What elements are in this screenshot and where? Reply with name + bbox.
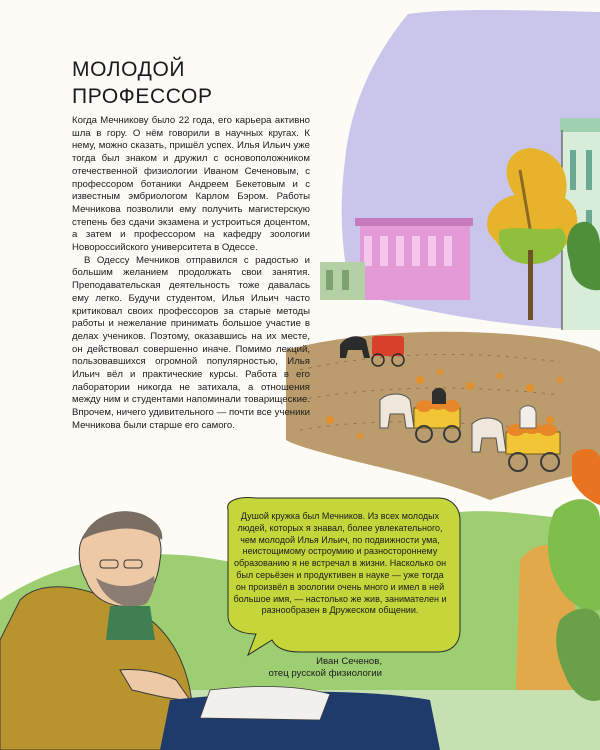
- title-line-1: МОЛОДОЙ: [72, 58, 186, 81]
- figure-edge: [572, 449, 600, 505]
- paragraph-2: В Одессу Мечников отправился с радостью и большим желанием продолжать свои занятия. Преподавательская деятельность тоже давалась ему легко. Будучи студентом, Илья Ильич часто критиковал своих профессоров за старые методы работы и нежелание принимать большое участие в делах учеников. Поэтому, оказавшись на их месте, он действовал совершенно иначе. Помимо лекций, пользовавшихся огромной популярностью, Илья Ильич вёл и практические курсы. Работа в его лаборатории никогда не затихала, а отношения между ним и студентами напоминали товарищеские. Впрочем, ничего удивительного — почти все ученики Мечникова были старше его самого.: [72, 254, 310, 431]
- sechenov-quote: Душой кружка был Мечников. Из всех молодых людей, которых я знавал, более увлекательного, чем молодой Илья Ильич, по подвижности ума, неистощимому остроумию и разностороннему образованию я не встречал в жизни. Насколько он был серьёзен и продуктивен в науке — уже тогда он произвёл в зоологии очень много и имел в ней большое имя, — настолько же жив, занимателен и разнообразен в Дружеском общении.: [233, 511, 447, 616]
- paragraph-1: Когда Мечникову было 22 года, его карьера активно шла в гору. О нём говорили в научных кругах. К нему, можно сказать, пришёл успех. Илья Ильич уже тогда был знаком и дружил с основоположником отечественной физиологии Иваном Сеченовым, с профессором ботаники Андреем Бекетовым и с известным эмбриологом Карлом Бэром. Работы Мечникова позволили ему получить магистерскую степень без сдачи экзамена и устроиться доцентом, а затем и профессором на кафедру зоологии Новороссийского университета в Одессе.: [72, 115, 310, 254]
- page-title: [72, 56, 332, 110]
- paper: [200, 687, 330, 720]
- quote-attribution: [262, 656, 382, 679]
- attribution-name: Иван Сеченов,: [316, 656, 382, 667]
- article-body: [72, 115, 310, 433]
- attribution-role: отец русской физиологии: [268, 667, 382, 679]
- title-line-2: ПРОФЕССОР: [72, 85, 213, 108]
